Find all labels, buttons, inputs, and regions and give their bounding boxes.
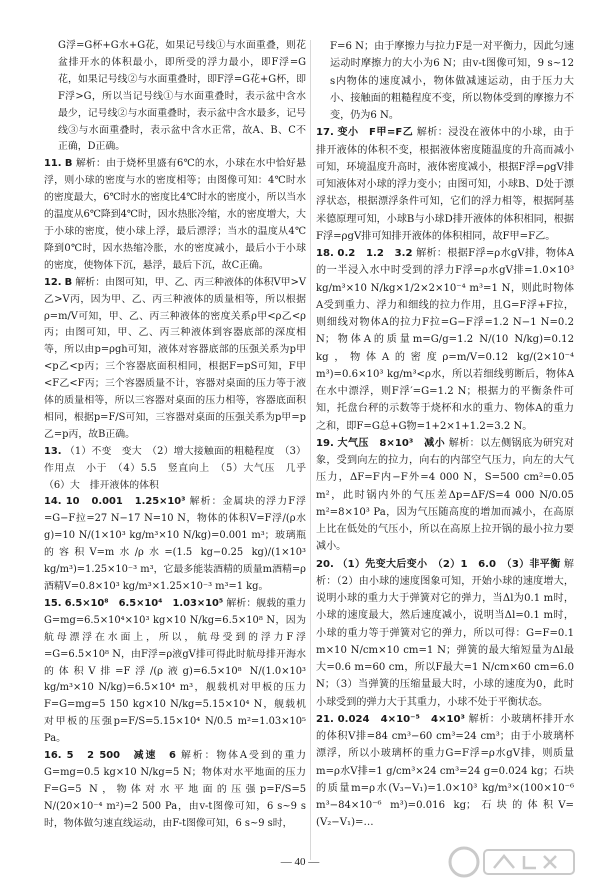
answer-item (316, 38, 574, 124)
answer-text: （1）不变 变大 （2）增大接触面的粗糙程度 （3）作用点 小于 （4）5.5 竖直向上 （5）大气压 几乎 （6）大 排开液体的体积 (44, 445, 316, 491)
answer-label: 变小 F甲=F乙 (337, 127, 414, 139)
answer-text: 解析：浸没在液体中的小球，由于排开液体的体积不变，根据液体密度随温度的升高而减小可知，环境温度升高时，液体密度减小，根据F浮=ρgV排可知液体对小球的浮力变小；由图可知，小球B、D处于漂浮状态，根据漂浮条件可知，它们的浮力相等，根据阿基米德原理可知，小球B与小球D排开液体的体积相同，根据F浮=ρgV排可知排开液体的体积相同，故F甲=F乙。 (316, 127, 574, 242)
answer-text: 解析：根据F浮=ρ水gV排，物体A的一半浸入水中时受到的浮力F浮=ρ水gV排=1.0×10³ kg/m³×10 N/kg×1/2×2×10⁻⁴ m³=1 N，则此时物体A受到重力、浮力和细线的拉力作用，且G=F浮+F拉，则细线对物体A的拉力F拉=G−F浮=1.2 N−1 N=0.2 N；物体A的质量m=G/g=1.2 N/(10 N/kg)=0.12 kg，物体A的密度ρ=m/V=0.12 kg/(2×10⁻⁴ m³)=0.6×10³ kg/m³<ρ水，所以若细线剪断后，物体A在水中漂浮，则F浮′=G=1.2 N；根据力的平衡条件可知，托盘台秤的示数等于烧杯和水的重力、物体A的重力之和，即F=G总+G物=1+2×1+1.2=3.2 N。 (316, 248, 574, 432)
answer-number: 11. (44, 158, 62, 170)
answer-number: 14. (44, 496, 62, 508)
watermark-logo-icon (444, 842, 584, 882)
answer-label: 大气压 8×10³ 减小 (337, 437, 446, 449)
answer-label: 10 0.001 1.25×10³ (65, 496, 186, 508)
answer-item (44, 156, 306, 274)
answer-text: 解析：金属块的浮力F浮=G−F拉=27 N−17 N=10 N，物体的体积V=F浮/(ρ水g)=10 N/(1×10³ kg/m³×10 N/kg)=0.001 m³；玻璃瓶的容积V=m水/ρ水=(1.5 kg−0.25 kg)/(1×10³ kg/m³)=1.25×10⁻³ m³，它最多能装酒精的质量m酒精=ρ酒精V=0.8×10³ kg/m³×1.25×10⁻³ m³=1 kg。 (44, 496, 307, 592)
answer-item (316, 435, 574, 556)
answer-item (316, 556, 574, 711)
answer-number: 19. (316, 437, 334, 449)
answer-item (44, 275, 306, 444)
site-watermark (444, 842, 584, 882)
answer-text: 解析：由图可知，甲、乙、丙三种液体的体积V甲>V乙>V丙，因为甲、乙、丙三种液体的质量相等，所以根据ρ=m/V可知，甲、乙、丙三种液体的密度关系ρ甲<ρ乙<ρ丙；由图可知，甲、乙、丙三种液体到容器底部的深度相等，所以由p=ρgh可知，液体对容器底部的压强关系为p甲<p乙<p丙；三个容器底面积相同，根据F=pS可知，F甲<F乙<F丙；三个容器质量不计，容器对桌面的压力等于液体的质量相等，所以三容器对桌面的压力相等，容器底面积相同，根据p=F/S可知，三容器对桌面的压强关系为p甲=p乙=p丙，故B正确。 (44, 276, 306, 440)
page-number: — 40 — (280, 856, 320, 868)
answer-text: 解析：物体A受到的重力G=mg=0.5 kg×10 N/kg=5 N；物体对水平地面的压力F=G=5 N，物体对水平地面的压强p=F/S=5 N/(20×10⁻⁴ m²)=2 500 Pa，由v-t图像可知，6 s~9 s时，物体做匀速直线运动，由F-t图像可知，6 s~9 s时， (44, 750, 307, 829)
answer-item (316, 711, 574, 832)
column-divider (310, 40, 311, 860)
answer-label: 6.5×10⁸ 6.5×10⁴ 1.03×10⁵ (64, 597, 224, 609)
answer-text: 解析：小玻璃杯排开水的体积V排=84 cm³−60 cm³=24 cm³；由于小玻璃杯漂浮，所以小玻璃杯的重力G=F浮=ρ水gV排，则质量m=ρ水V排=1 g/cm³×24 cm³=24 g=0.024 kg；石块的质量m=ρ水(V₃−V₁)=1.0×10³ kg/m³×(100×10⁻⁶ m³−84×10⁻⁶ m³)=0.016 kg；石块的体积V=(V₂−V₁)=… (316, 713, 574, 829)
answer-number: 16. (44, 750, 62, 762)
answer-number: 21. (316, 713, 334, 725)
answer-text: 解析：以左侧锅底为研究对象，受到向左的拉力，向右的内部空气压力，向左的大气压力，ΔF=F内−F外=4 000 N，S=500 cm²=0.05 m²，此时锅内外的气压差Δp=ΔF/S=4 000 N/0.05 m²=8×10³ Pa，因为气压随高度的增加而减小，在高原上比在低处的气压小，所以在高原上拉开锅的最小拉力要减小。 (316, 437, 575, 553)
answer-text: F=6 N；由于摩擦力与拉力F是一对平衡力，因此匀速运动时摩擦力的大小为6 N；由v-t图像可知，9 s~12 s内物体的速度减小，物体做减速运动，由于压力大小、接触面的粗糙程度不变，所以物体受到的摩擦力不变，仍为6 N。 (330, 41, 574, 121)
answer-item (316, 124, 574, 245)
answer-label: B (64, 158, 73, 170)
answer-item (44, 444, 316, 495)
answer-label: （1）先变大后变小 （2）1 6.0 （3）非平衡 (337, 558, 561, 570)
answer-item (44, 38, 306, 156)
answer-label: 0.024 4×10⁻⁵ 4×10³ (337, 713, 465, 725)
answer-number: 15. (44, 597, 62, 609)
right-column (316, 38, 574, 832)
answer-number: 17. (316, 127, 334, 139)
answer-text: 解析：舰载的重力G=mg=6.5×10⁴×10³ kg×10 N/kg=6.5×10⁸ N，因为航母漂浮在水面上，所以，航母受到的浮力F浮=G=6.5×10⁸ N，由F浮=ρ液gV排可得此时航母排开海水的体积V排=F浮/(ρ液g)=6.5×10⁸ N/(1.0×10³ kg/m³×10 N/kg)=6.5×10⁴ m³，舰载机对甲板的压力F=G=mg=5 150 kg×10 N/kg=5.15×10⁴ N，舰载机对甲板的压强p=F/S=5.15×10⁴ N/0.5 m²=1.03×10⁵ Pa。 (44, 597, 306, 745)
answer-label: 5 2 500 减速 6 (66, 750, 176, 762)
answer-label: B (64, 276, 73, 288)
answer-number: 18. (316, 248, 334, 259)
answer-item (44, 494, 306, 595)
answer-number: 12. (44, 276, 62, 288)
answer-item (316, 245, 574, 435)
left-column (44, 38, 316, 833)
answer-text: 解析：（2）由小球的速度图象可知，开始小球的速度增大，说明小球的重力大于弹簧对它的弹力，当Δl为0.1 m时，小球的速度最大，然后速度减小，说明当Δl=0.1 m时，小球的重力等于弹簧对它的弹力，所以可得：G=F=0.1 m×10 N/cm×10 cm=1 N；弹簧的最大缩短量为Δl最大=0.6 m=60 cm，所以F最大=1 N/cm×60 cm=6.0 N；（3）当弹簧的压缩量最大时，小球的速度为0，此时小球受到的弹力大于其重力，小球不处于平衡状态。 (316, 558, 574, 708)
answer-label: 0.2 1.2 3.2 (337, 248, 413, 259)
answer-number: 20. (316, 558, 334, 570)
answer-text: G浮=G杯+G水+G花，如果记号线①与水面重叠，则花盆排开水的体积最小，即所受的浮力最小，即F浮=G花，如果记号线②与水面重叠时，即F浮=G花+G杯，即F浮>G，所以当记号线①与水面重叠时，表示盆中含水最少，记号线②与水面重叠时，表示盆中含水最多，记号线③与水面重叠时，表示盆中含水正常，故A、B、C不正确，D正确。 (58, 40, 306, 153)
answer-text: 解析：由于烧杯里盛有6℃的水，小球在水中恰好悬浮，则小球的密度与水的密度相等；由图像可知：4℃时水的密度最大，6℃时水的密度比4℃时水的密度小，所以当水的温度从6℃降到4℃时，因水热胀冷缩，水的密度增大，大于小球的密度，使小球上浮，最后漂浮；当水的温度从4℃降到0℃时，因水热缩冷胀，水的密度减小，最后小于小球的密度，使物体下沉，悬浮，最后下沉，故C正确。 (44, 158, 306, 271)
answer-item (44, 748, 306, 833)
answer-item (44, 596, 306, 748)
answer-number: 13. (44, 445, 62, 457)
